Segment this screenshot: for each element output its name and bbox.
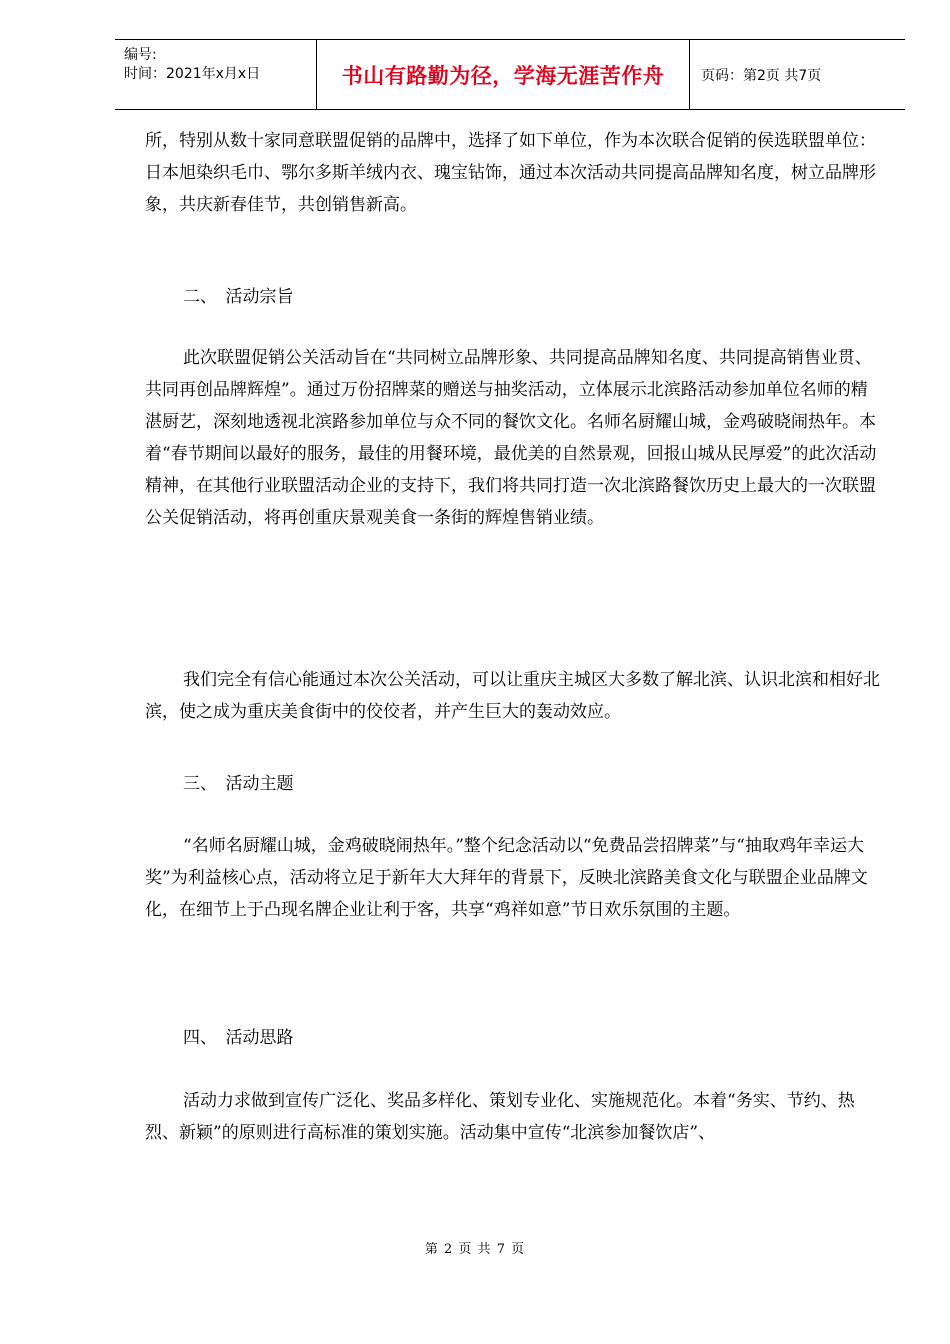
- header-table: [115, 39, 905, 110]
- document-time-label: 时间：2021年x月x日: [124, 66, 261, 82]
- paragraph-idea: 活动力求做到宣传广泛化、奖品多样化、策划专业化、实施规范化。本着“务实、节约、热烈、新颖”的原则进行高标准的策划实施。活动集中宣传“北滨参加餐饮店”、: [145, 1091, 855, 1143]
- document-number-label: 编号:: [124, 47, 157, 63]
- section-heading-purpose: 二、 活动宗旨: [183, 287, 294, 307]
- paragraph-intro: 所，特别从数十家同意联盟促销的品牌中，选择了如下单位，作为本次联合促销的侯选联盟单位：日本旭染织毛巾、鄂尔多斯羊绒内衣、瑰宝钻饰，通过本次活动共同提高品牌知名度，树立品牌形象，共庆新春佳节，共创销售新高。: [145, 131, 876, 215]
- header-page-info: 页码：第2页 共7页: [701, 67, 822, 84]
- section-heading-idea: 四、 活动思路: [183, 1028, 294, 1048]
- header-motto-cell: [317, 40, 690, 109]
- section-heading-theme: 三、 活动主题: [183, 774, 294, 794]
- paragraph-purpose-2: 我们完全有信心能通过本次公关活动，可以让重庆主城区大多数了解北滨、认识北滨和相好北滨，使之成为重庆美食街中的佼佼者，并产生巨大的轰动效应。: [145, 670, 880, 722]
- paragraph-purpose-1: 此次联盟促销公关活动旨在“共同树立品牌形象、共同提高品牌知名度、共同提高销售业贯、共同再创品牌辉煌”。通过万份招牌菜的赠送与抽奖活动，立体展示北滨路活动参加单位名师的精湛厨艺，深刻地透视北滨路参加单位与众不同的餐饮文化。名师名厨耀山城，金鸡破晓闹热年。本着“春节期间以最好的服务，最佳的用餐环境，最优美的自然景观，回报山城从民厚爱”的此次活动精神，在其他行业联盟活动企业的支持下，我们将共同打造一次北滨路餐饮历史上最大的一次联盟公关促销活动，将再创重庆景观美食一条街的辉煌售销业绩。: [145, 348, 877, 528]
- header-meta-cell: [115, 40, 317, 109]
- header-motto: 书山有路勤为径，学海无涯苦作舟: [341, 63, 665, 88]
- paragraph-theme: “名师名厨耀山城，金鸡破晓闹热年。”整个纪念活动以“免费品尝招牌菜”与“抽取鸡年幸运大奖”为利益核心点，活动将立足于新年大大拜年的背景下，反映北滨路美食文化与联盟企业品牌文化，在细节上于凸现名牌企业让利于客，共享“鸡祥如意”节日欢乐氛围的主题。: [145, 836, 868, 920]
- page-footer: 第 2 页 共 7 页: [424, 1242, 526, 1257]
